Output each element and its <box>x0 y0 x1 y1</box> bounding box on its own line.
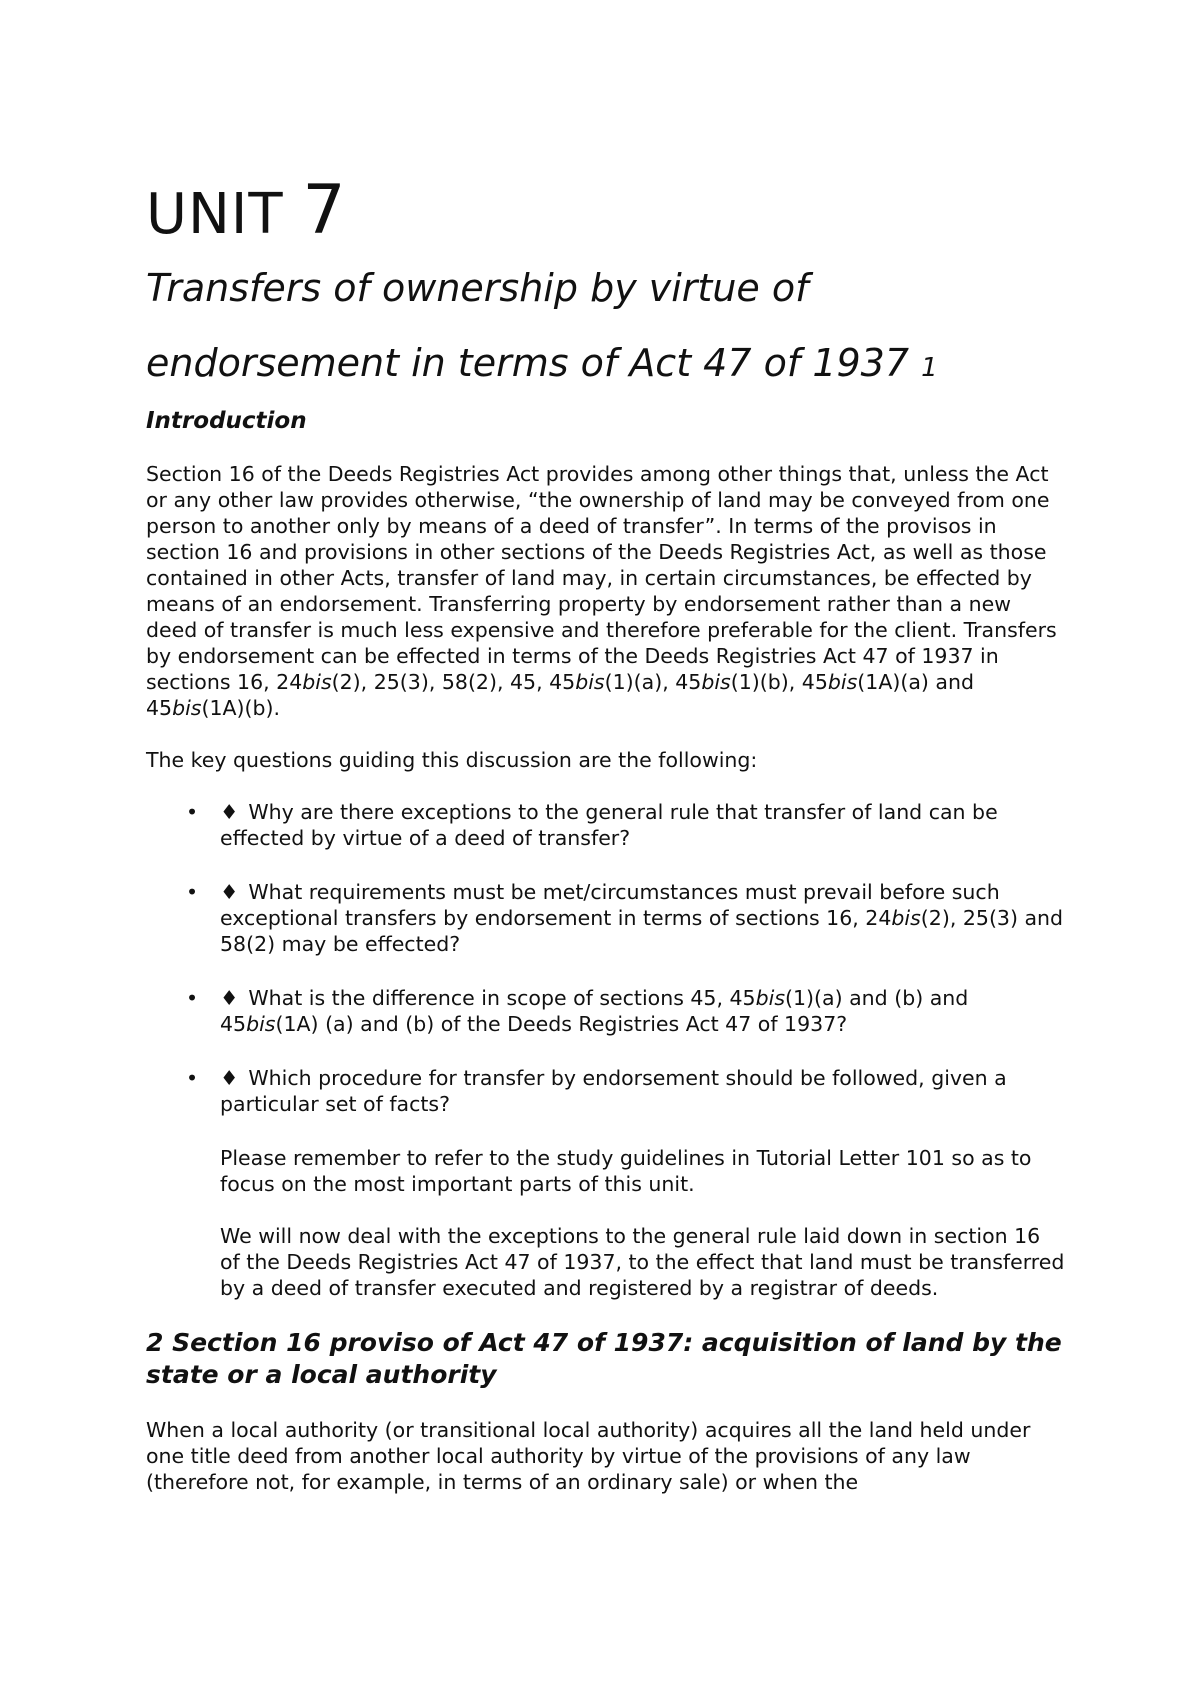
list-item: • ♦ Why are there exceptions to the general rule that transfer of land can be effected by virtue of a deed of transfer? <box>186 800 998 850</box>
unit-title <box>146 171 1066 251</box>
diamond-icon: ♦ <box>220 1066 239 1090</box>
key-questions-intro: The key questions guiding this discussion are the following: <box>146 748 758 772</box>
bullet-icon: • <box>186 986 199 1010</box>
section-2-paragraph: When a local authority (or transitional local authority) acquires all the land held under one title deed from another local authority by virtue of the provisions of any law (therefore not, for example, in terms of an ordinary sale) or when the <box>146 1418 1031 1494</box>
key-questions-list <box>146 799 1066 1117</box>
section-2-heading: 2 Section 16 proviso of Act 47 of 1937: acquisition of land by the state or a local authority <box>146 1328 1062 1389</box>
list-item: • ♦ Which procedure for transfer by endorsement should be followed, given a particular set of facts? <box>186 1066 1007 1116</box>
subtitle-line1: Transfers of ownership by virtue of <box>146 266 809 310</box>
bullet-icon: • <box>186 800 199 824</box>
diamond-icon: ♦ <box>220 800 239 824</box>
reminder-paragraph: Please remember to refer to the study guidelines in Tutorial Letter 101 so as to focus on the most important parts of this unit. <box>220 1146 1032 1196</box>
bullet-icon: • <box>186 1066 199 1090</box>
introduction-paragraph: Section 16 of the Deeds Registries Act provides among other things that, unless the Act or any other law provides otherwise, “the ownership of land may be conveyed from one person to another only by means of a deed of transfer”. In terms of the provisos in section 16 and provisions in other sections of the Deeds Registries Act, as well as those contained in other Acts, transfer of land may, in certain circumstances, be effected by means of an endorsement. Transferring property by endorsement rather than a new deed of transfer is much less expensive and therefore preferable for the client. Transfers by endorsement can be effected in terms of the Deeds Registries Act 47 of 1937 in sections 16, 24bis(2), 25(3), 58(2), 45, 45bis(1)(a), 45bis(1)(b), 45bis(1A)(a) and 45bis(1A)(b). <box>146 462 1057 720</box>
unit-subtitle <box>146 251 1066 406</box>
diamond-icon: ♦ <box>220 986 239 1010</box>
footnote-marker: 1 <box>921 353 938 383</box>
unit-word: UNIT <box>146 182 284 247</box>
document-page <box>146 171 1066 1495</box>
introduction-heading: Introduction <box>146 408 307 434</box>
list-item: • ♦ What is the difference in scope of sections 45, 45bis(1)(a) and (b) and 45bis(1A) (a) and (b) of the Deeds Registries Act 47 of 1937? <box>186 986 969 1036</box>
diamond-icon: ♦ <box>220 880 239 904</box>
exceptions-note-paragraph: We will now deal with the exceptions to the general rule laid down in section 16 of the Deeds Registries Act 47 of 1937, to the effect that land must be transferred by a deed of transfer executed and registered by a registrar of deeds. <box>220 1224 1065 1300</box>
subtitle-line2: endorsement in terms of Act 47 of 1937 <box>146 341 910 385</box>
bullet-icon: • <box>186 880 199 904</box>
list-item: • ♦ What requirements must be met/circumstances must prevail before such exceptional transfers by endorsement in terms of sections 16, 24bis(2), 25(3) and 58(2) may be effected? <box>186 880 1064 956</box>
unit-number: 7 <box>302 171 347 250</box>
